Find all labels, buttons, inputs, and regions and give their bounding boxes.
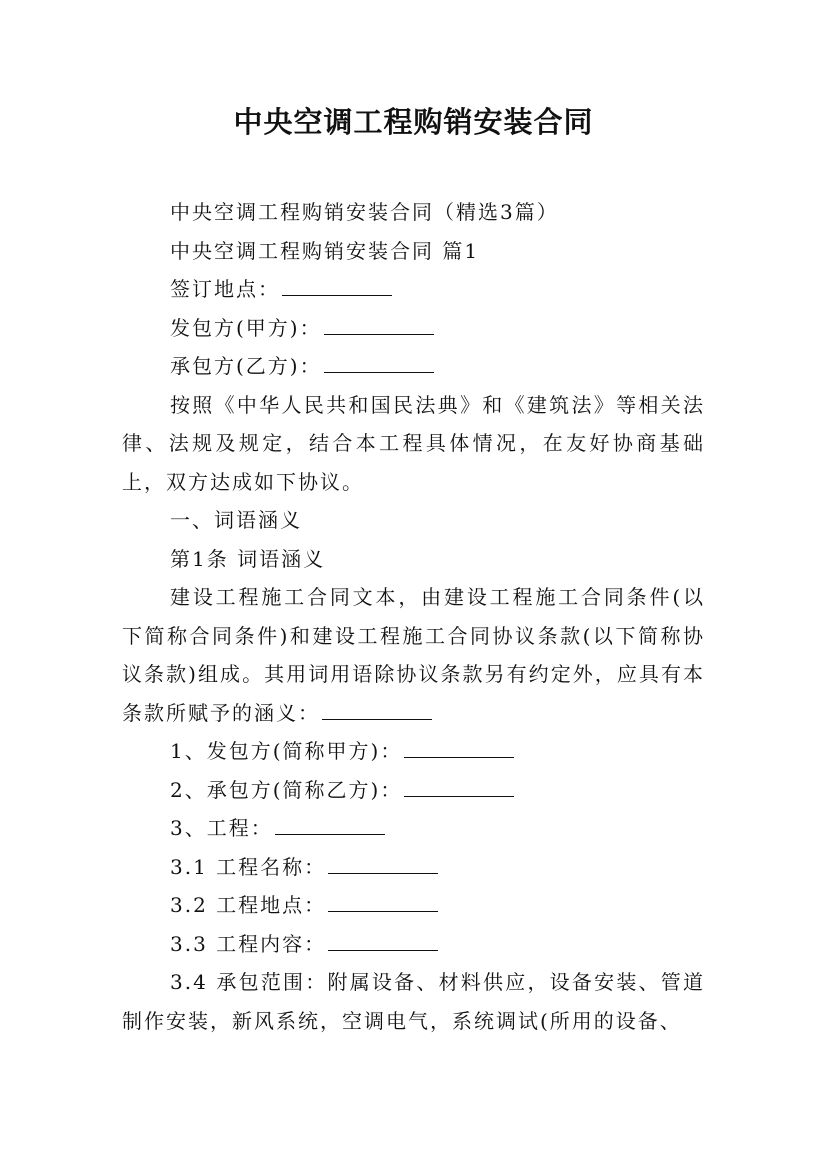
fill-in-blank[interactable]	[322, 718, 432, 720]
document-paragraph	[122, 501, 705, 540]
fill-in-blank[interactable]	[404, 795, 514, 797]
fill-in-blank[interactable]	[275, 833, 385, 835]
document-paragraph	[122, 809, 705, 848]
document-paragraph	[122, 925, 705, 964]
paragraph-text: 承包方(乙方)：	[170, 354, 322, 378]
fill-in-blank[interactable]	[324, 371, 434, 373]
fill-in-blank[interactable]	[328, 949, 438, 951]
document-paragraph	[122, 540, 705, 579]
fill-in-blank[interactable]	[328, 910, 438, 912]
paragraph-text: 一、词语涵义	[170, 508, 302, 532]
document-title: 中央空调工程购销安装合同	[233, 105, 594, 139]
fill-in-blank[interactable]	[282, 294, 392, 296]
paragraph-text: 3.2 工程地点：	[170, 893, 327, 917]
document-paragraph	[122, 886, 705, 925]
document-paragraph	[122, 309, 705, 348]
document-paragraph	[122, 963, 705, 1040]
document-paragraph	[122, 848, 705, 887]
document-paragraph	[122, 771, 705, 810]
paragraph-text: 2、承包方(简称乙方)：	[170, 777, 403, 802]
document-paragraph	[122, 386, 705, 502]
document-paragraph	[122, 193, 705, 232]
document-paragraph	[122, 732, 705, 771]
paragraph-text: 发包方(甲方)：	[170, 315, 322, 340]
paragraph-text: 签订地点：	[170, 277, 280, 301]
document-paragraph	[122, 270, 705, 309]
paragraph-text: 3、工程：	[170, 816, 273, 840]
paragraph-text: 中央空调工程购销安装合同 篇1	[170, 238, 480, 263]
paragraph-text: 3.4 承包范围：附属设备、材料供应，设备安装、管道制作安装，新风系统，空调电气，系统调试(所用的设备、	[122, 970, 705, 1033]
fill-in-blank[interactable]	[404, 756, 514, 758]
fill-in-blank[interactable]	[328, 872, 438, 874]
document-paragraph	[122, 347, 705, 386]
document-paragraph	[122, 578, 705, 732]
paragraph-text: 3.1 工程名称：	[170, 854, 327, 879]
paragraph-text: 3.3 工程内容：	[170, 931, 327, 956]
paragraph-text: 第1条 词语涵义	[170, 546, 326, 571]
paragraph-text: 中央空调工程购销安装合同（精选3篇）	[170, 200, 559, 224]
document-body	[122, 193, 705, 1040]
paragraph-text: 建设工程施工合同文本，由建设工程施工合同条件(以下简称合同条件)和建设工程施工合同协议条款(以下简称协议条款)组成。其用词用语除协议条款另有约定外，应具有本条款所赋予的涵义：	[122, 585, 705, 725]
paragraph-text: 按照《中华人民共和国民法典》和《建筑法》等相关法律、法规及规定，结合本工程具体情况，在友好协商基础上，双方达成如下协议。	[122, 392, 705, 494]
document-paragraph	[122, 232, 705, 271]
paragraph-text: 1、发包方(简称甲方)：	[170, 739, 403, 763]
fill-in-blank[interactable]	[324, 333, 434, 335]
